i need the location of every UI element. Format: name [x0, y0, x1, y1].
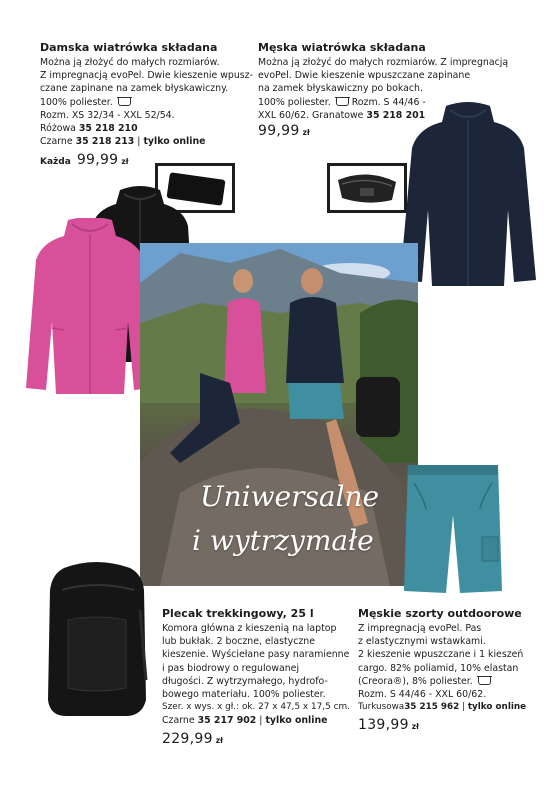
- shorts-color: Turkusowa35 215 962 | tylko online: [358, 702, 527, 713]
- backpack-price: 229,99: [162, 730, 213, 747]
- shorts-price-row: [358, 716, 548, 733]
- shorts-material: (Creora®), 8% poliester.: [358, 675, 548, 688]
- shorts-desc-2: z elastycznymi wstawkami.: [358, 636, 486, 648]
- navy-jacket-image: [398, 102, 538, 288]
- slogan-line-2: i wytrzymałe: [192, 524, 374, 557]
- backpack-title: Plecak trekkingowy, 25 l: [162, 607, 314, 620]
- womens-jacket-price: 99,99: [76, 152, 119, 169]
- mens-jacket-color: XXL 60/62. Granatowe 35 218 201: [258, 109, 426, 121]
- womens-jacket-desc-1: Można ją złożyć do małych rozmiarów.: [40, 57, 220, 68]
- backpack-info: [162, 606, 352, 747]
- currency: zł: [411, 722, 419, 732]
- womens-jacket-desc-3: czane zapinane na zamek błyskawiczny.: [40, 83, 229, 95]
- womens-jacket-sizes: Rozm. XS 32/34 - XXL 52/54.: [40, 109, 175, 121]
- shorts-title: Męskie szorty outdoorowe: [358, 607, 522, 620]
- backpack-price-row: [162, 730, 352, 747]
- mens-jacket-desc-3: na zamek błyskawiczny po bokach.: [258, 83, 423, 95]
- shorts-sizes: Rozm. S 44/46 - XXL 60/62.: [358, 689, 487, 701]
- bag-image: [330, 166, 404, 210]
- currency: zł: [215, 735, 223, 745]
- mens-jacket-title: Męska wiatrówka składana: [258, 41, 426, 54]
- shorts-image: [402, 463, 504, 595]
- washing-icon: [478, 676, 491, 685]
- mens-jacket-desc-2: evoPel. Dwie kieszenie wpuszczane zapinane: [258, 70, 471, 82]
- mens-jacket-pouch-thumb: [327, 163, 407, 213]
- backpack-desc-2: lub bukłak. 2 boczne, elastyczne: [162, 636, 315, 648]
- slogan-line-1: Uniwersalne: [200, 480, 380, 513]
- backpack-color: Czarne 35 217 902 | tylko online: [162, 715, 328, 727]
- shorts-desc-1: Z impregnacją evoPel. Pas: [358, 623, 482, 634]
- backpack-dimensions: Szer. x wys. x gł.: ok. 27 x 47,5 x 17,5 cm.: [162, 702, 350, 713]
- each-label: Każda: [40, 157, 71, 168]
- backpack-desc-6: bowego materiału. 100% poliester.: [162, 689, 326, 701]
- backpack-desc-3: kieszenie. Wyściełane pasy naramienne: [162, 649, 350, 661]
- backpack-image: [42, 560, 150, 720]
- womens-jacket-color-pink: Różowa 35 218 210: [40, 123, 138, 135]
- pink-jacket-image: [24, 218, 156, 396]
- shorts-desc-3: 2 kieszenie wpuszczane i 1 kieszeń: [358, 649, 524, 661]
- womens-jacket-material: 100% poliester.: [40, 96, 250, 109]
- womens-jacket-color-black: Czarne 35 218 213 | tylko online: [40, 136, 206, 148]
- mens-jacket-desc-1: Można ją złożyć do małych rozmiarów. Z impregnacją: [258, 57, 509, 68]
- currency: zł: [302, 128, 310, 138]
- shorts-desc-4: cargo. 82% poliamid, 10% elastan: [358, 662, 519, 674]
- backpack-desc-4: i pas biodrowy o regulowanej: [162, 662, 300, 674]
- backpack-desc-1: Komora główna z kieszenią na laptop: [162, 623, 337, 634]
- womens-jacket-title: Damska wiatrówka składana: [40, 41, 218, 54]
- currency: zł: [121, 157, 129, 167]
- mens-jacket-price: 99,99: [258, 123, 300, 140]
- washing-icon: [336, 97, 349, 106]
- backpack-desc-5: długości. Z wytrzymałego, hydrofo-: [162, 675, 328, 687]
- womens-jacket-info: [40, 40, 253, 170]
- washing-icon: [118, 97, 131, 106]
- shorts-price: 139,99: [358, 717, 409, 734]
- mens-jacket-material: 100% poliester. Rozm. S 44/46 -: [258, 96, 426, 108]
- shorts-info: [358, 606, 548, 734]
- hikers-photo: [140, 243, 418, 586]
- womens-jacket-desc-2: Z impregnacją evoPel. Dwie kieszenie wpusz-: [40, 70, 253, 82]
